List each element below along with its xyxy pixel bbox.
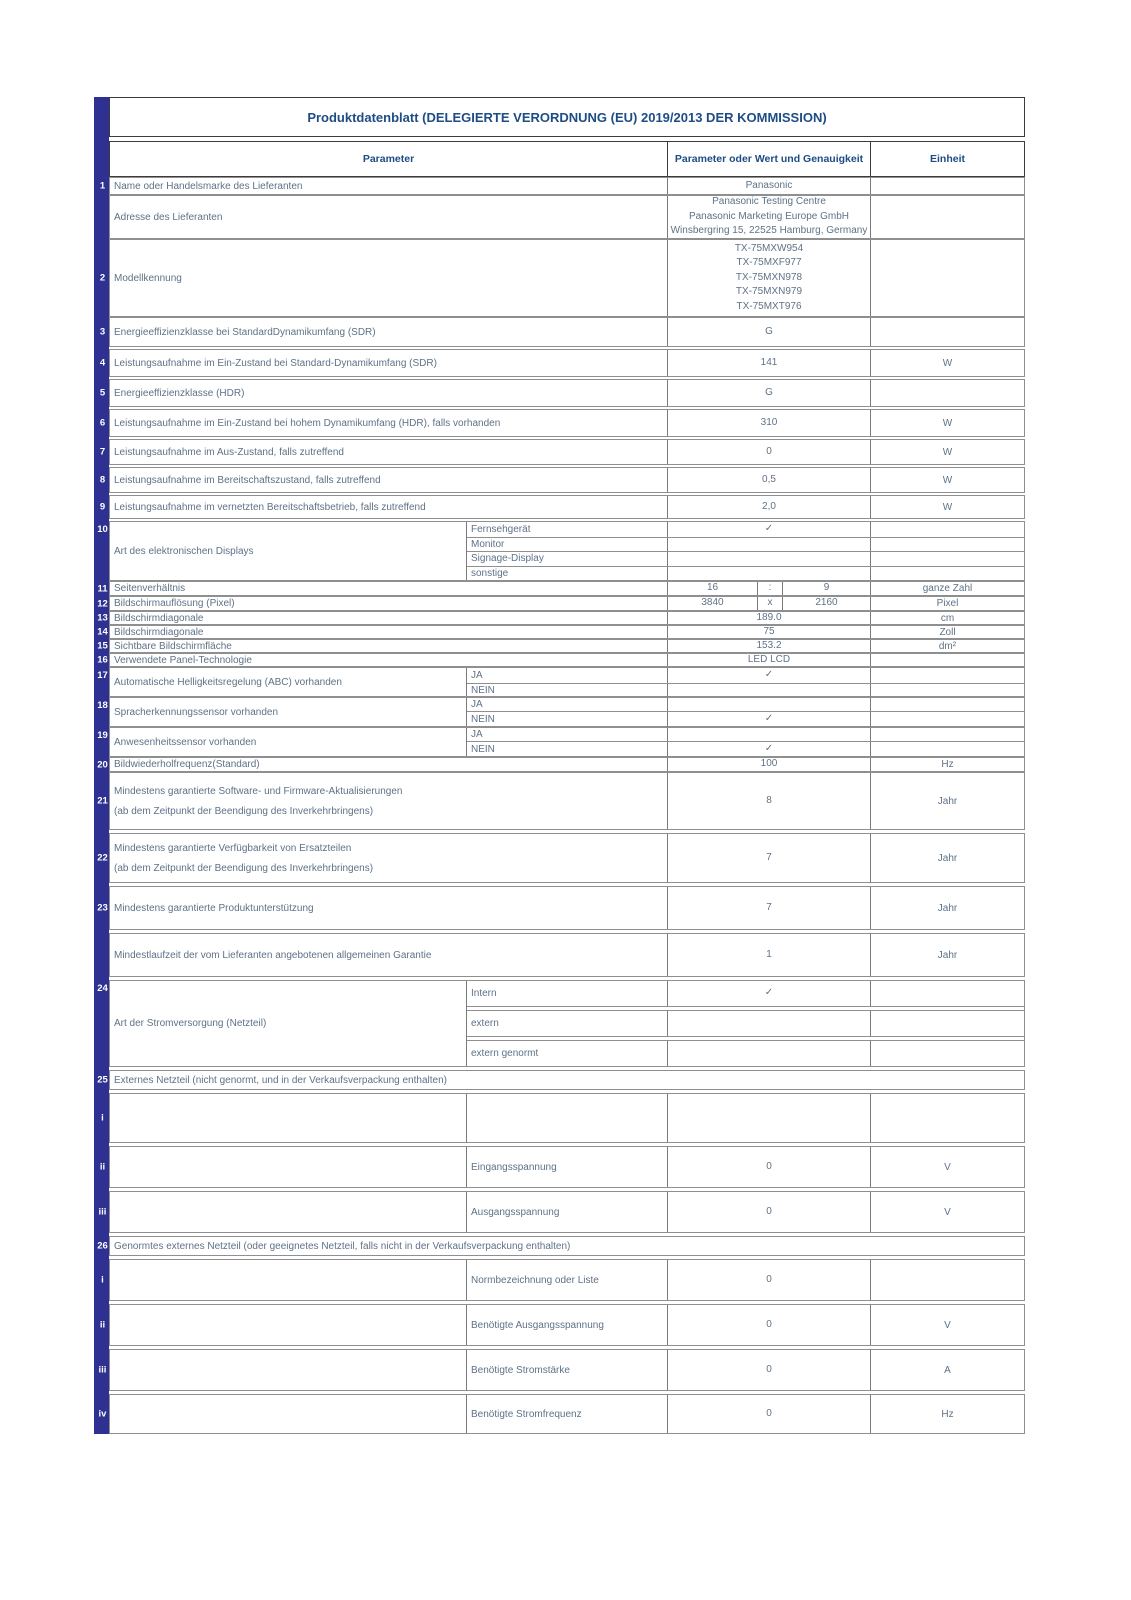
row-number: 6 bbox=[99, 417, 106, 429]
row-value bbox=[668, 1094, 871, 1142]
row-number: i bbox=[101, 1112, 104, 1124]
sub-label: NEIN bbox=[467, 684, 668, 697]
table-row-warranty bbox=[109, 933, 1025, 977]
row-unit bbox=[871, 1094, 1024, 1142]
sub-rows bbox=[467, 522, 1024, 580]
checkmark-cell bbox=[668, 684, 871, 697]
table-row-supplier-name bbox=[99, 177, 1025, 195]
row-number: 19 bbox=[97, 730, 108, 741]
row-unit: cm bbox=[940, 612, 955, 624]
row-value: G bbox=[668, 318, 871, 346]
sub-row bbox=[467, 981, 1024, 1007]
section-label: Genormtes externes Netzteil (oder geeignetes Netzteil, falls nicht in der Verkaufsverpackung enthalten) bbox=[114, 1240, 571, 1252]
sub-row bbox=[467, 668, 1024, 684]
table-row bbox=[97, 757, 1025, 772]
row-unit: Jahr bbox=[937, 852, 958, 864]
row-label: Bildschirmauflösung (Pixel) bbox=[110, 597, 668, 610]
table-row bbox=[99, 439, 1025, 465]
sub-rows bbox=[467, 668, 1024, 696]
sub-unit bbox=[871, 712, 1024, 727]
sub-rows bbox=[467, 698, 1024, 726]
table-header-row bbox=[109, 141, 1025, 177]
sub-row bbox=[467, 552, 1024, 567]
address-line: Panasonic Marketing Europe GmbH bbox=[688, 210, 850, 222]
row-number: 14 bbox=[97, 626, 108, 638]
row-unit: W bbox=[942, 501, 953, 513]
row-unit: V bbox=[944, 1206, 951, 1218]
checkmark-cell: ✓ bbox=[668, 712, 871, 727]
table-row bbox=[101, 1093, 1025, 1143]
sub-row bbox=[467, 684, 1024, 697]
row-label: Name oder Handelsmarke des Lieferanten bbox=[110, 178, 668, 194]
group-label: Art der Stromversorgung (Netzteil) bbox=[110, 981, 467, 1066]
table-row-aspect-ratio bbox=[97, 581, 1025, 596]
sub-unit bbox=[871, 1011, 1024, 1036]
checkmark-cell bbox=[668, 1041, 871, 1066]
sub-label: NEIN bbox=[467, 712, 668, 727]
table-row bbox=[99, 1304, 1025, 1346]
model-line: TX-75MXW954 bbox=[734, 242, 804, 254]
table-row bbox=[97, 625, 1025, 639]
row-number: 9 bbox=[99, 501, 106, 513]
sub-unit bbox=[871, 684, 1024, 697]
sub-unit bbox=[871, 552, 1024, 566]
model-line: TX-75MXF977 bbox=[736, 257, 802, 269]
group-label: Spracherkennungssensor vorhanden bbox=[110, 698, 467, 726]
label-line: (ab dem Zeitpunkt der Beendigung des Inverkehrbringens) bbox=[114, 862, 374, 874]
column-header-unit: Einheit bbox=[929, 153, 965, 165]
row-label: Energieeffizienzklasse bei StandardDynamikumfang (SDR) bbox=[110, 318, 668, 346]
sub-label bbox=[467, 1094, 668, 1142]
row-number: 5 bbox=[99, 387, 106, 399]
checkmark-cell: ✓ bbox=[668, 668, 871, 683]
table-row-model-identifiers bbox=[99, 239, 1025, 317]
sub-rows bbox=[467, 981, 1024, 1066]
sub-unit bbox=[871, 728, 1024, 741]
row-number: 3 bbox=[99, 326, 106, 338]
row-number: 13 bbox=[97, 612, 108, 624]
row-unit: Zoll bbox=[939, 626, 956, 638]
row-unit bbox=[871, 380, 1024, 406]
table-row bbox=[101, 1259, 1025, 1301]
row-label: Verwendete Panel-Technologie bbox=[110, 654, 668, 666]
checkmark-cell: ✓ bbox=[668, 522, 871, 537]
table-row-abc-sensor bbox=[97, 667, 1025, 697]
row-unit: W bbox=[942, 357, 953, 369]
table-row bbox=[99, 1146, 1025, 1188]
row-value: 100 bbox=[668, 758, 871, 771]
sub-label: JA bbox=[467, 698, 668, 711]
checkmark-cell bbox=[668, 698, 871, 711]
row-number: 16 bbox=[97, 654, 108, 666]
sub-label: Normbezeichnung oder Liste bbox=[467, 1260, 668, 1300]
row-number: 1 bbox=[99, 180, 106, 192]
table-row bbox=[97, 639, 1025, 653]
table-row bbox=[99, 379, 1025, 407]
row-label bbox=[110, 773, 668, 829]
row-unit: W bbox=[942, 474, 953, 486]
sub-row bbox=[467, 567, 1024, 581]
label-line: Mindestens garantierte Software- und Firmware-Aktualisierungen bbox=[114, 785, 403, 797]
sub-unit bbox=[871, 567, 1024, 581]
row-label: Leistungsaufnahme im Bereitschaftszustand, falls zutreffend bbox=[110, 468, 668, 492]
sub-row bbox=[467, 1010, 1024, 1037]
row-label: Leistungsaufnahme im Ein-Zustand bei hohem Dynamikumfang (HDR), falls vorhanden bbox=[110, 410, 668, 436]
sub-label: sonstige bbox=[467, 567, 668, 581]
row-value bbox=[668, 597, 871, 610]
page-title: Produktdatenblatt (DELEGIERTE VERORDNUNG (EU) 2019/2013 DER KOMMISSION) bbox=[109, 97, 1025, 137]
sub-label: Signage-Display bbox=[467, 552, 668, 566]
row-label: Bildwiederholfrequenz(Standard) bbox=[110, 758, 668, 771]
empty-cell bbox=[110, 1305, 467, 1345]
table-row-display-type bbox=[97, 521, 1025, 581]
row-value: 0 bbox=[668, 1395, 871, 1433]
row-value: 141 bbox=[668, 350, 871, 376]
datasheet-table bbox=[97, 97, 1025, 1434]
row-unit: Jahr bbox=[937, 795, 958, 807]
row-number: 10 bbox=[97, 524, 108, 535]
row-number: iii bbox=[98, 1206, 107, 1218]
row-number: 26 bbox=[97, 1240, 108, 1252]
row-label: Mindestlaufzeit der vom Lieferanten angebotenen allgemeinen Garantie bbox=[110, 934, 668, 976]
table-row bbox=[99, 317, 1025, 347]
row-label: Leistungsaufnahme im Ein-Zustand bei Standard-Dynamikumfang (SDR) bbox=[110, 350, 668, 376]
sub-label: extern bbox=[467, 1011, 668, 1036]
row-number: iv bbox=[98, 1408, 107, 1420]
row-number: i bbox=[101, 1274, 104, 1286]
row-unit bbox=[871, 240, 1024, 316]
row-unit: ganze Zahl bbox=[922, 583, 973, 594]
sub-unit bbox=[871, 538, 1024, 552]
sub-unit bbox=[871, 698, 1024, 711]
checkmark-cell bbox=[668, 538, 871, 552]
row-number: 22 bbox=[97, 852, 108, 864]
label-line: Mindestens garantierte Verfügbarkeit von Ersatzteilen bbox=[114, 842, 352, 854]
row-number: 20 bbox=[97, 758, 108, 770]
value-part: 3840 bbox=[668, 597, 758, 610]
row-number: ii bbox=[99, 1161, 106, 1173]
table-row bbox=[97, 886, 1025, 930]
row-number: 4 bbox=[99, 357, 106, 369]
checkmark-cell: ✓ bbox=[668, 742, 871, 757]
table-row bbox=[97, 833, 1025, 883]
address-line: Panasonic Testing Centre bbox=[712, 196, 826, 208]
model-line: TX-75MXT976 bbox=[736, 300, 802, 312]
empty-cell bbox=[110, 1350, 467, 1390]
row-number: iii bbox=[98, 1364, 107, 1376]
sub-label: Ausgangsspannung bbox=[467, 1192, 668, 1232]
row-number: 7 bbox=[99, 446, 106, 458]
value-part: 9 bbox=[823, 582, 830, 594]
row-label: Energieeffizienzklasse (HDR) bbox=[110, 380, 668, 406]
row-label: Adresse des Lieferanten bbox=[110, 196, 668, 238]
row-label: Modellkennung bbox=[110, 240, 668, 316]
table-row bbox=[97, 653, 1025, 667]
value-separator: : bbox=[758, 582, 783, 595]
row-value: 0 bbox=[668, 440, 871, 464]
group-label: Anwesenheitssensor vorhanden bbox=[110, 728, 467, 756]
row-unit bbox=[871, 1260, 1024, 1300]
address-line: Winsbergring 15, 22525 Hamburg, Germany bbox=[670, 225, 868, 237]
row-unit: Hz bbox=[941, 759, 954, 770]
row-value: 8 bbox=[668, 773, 871, 829]
row-label bbox=[110, 834, 668, 882]
table-row-supplier-address bbox=[109, 195, 1025, 239]
row-number: 18 bbox=[97, 700, 108, 711]
row-value: 1 bbox=[668, 934, 871, 976]
row-number: 23 bbox=[97, 902, 108, 914]
row-label: Mindestens garantierte Produktunterstützung bbox=[110, 887, 668, 929]
row-unit: Jahr bbox=[937, 902, 958, 914]
row-value: 2,0 bbox=[668, 496, 871, 518]
empty-cell bbox=[110, 1094, 467, 1142]
sub-label: extern genormt bbox=[467, 1041, 668, 1066]
row-unit: dm² bbox=[938, 640, 957, 652]
row-number: 17 bbox=[97, 670, 108, 681]
row-value bbox=[668, 240, 871, 316]
checkmark-cell bbox=[668, 552, 871, 566]
table-row-presence-sensor bbox=[97, 727, 1025, 757]
empty-cell bbox=[110, 1260, 467, 1300]
table-row bbox=[98, 1191, 1025, 1233]
section-label: Externes Netzteil (nicht genormt, und in der Verkaufsverpackung enthalten) bbox=[114, 1074, 447, 1086]
sub-rows bbox=[467, 728, 1024, 756]
sub-label: JA bbox=[467, 728, 668, 741]
column-header-parameter: Parameter bbox=[110, 142, 668, 176]
row-value: G bbox=[668, 380, 871, 406]
row-label: Seitenverhältnis bbox=[110, 582, 668, 595]
empty-cell bbox=[110, 1147, 467, 1187]
row-number: 2 bbox=[99, 272, 106, 284]
row-value bbox=[668, 196, 871, 238]
checkmark-cell bbox=[668, 728, 871, 741]
empty-cell bbox=[110, 1192, 467, 1232]
row-value: 7 bbox=[668, 887, 871, 929]
row-number: 12 bbox=[97, 597, 108, 609]
sub-label: Benötigte Stromstärke bbox=[467, 1350, 668, 1390]
checkmark-cell bbox=[668, 567, 871, 581]
table-row bbox=[97, 772, 1025, 830]
row-value: 75 bbox=[668, 626, 871, 638]
row-unit: V bbox=[944, 1161, 951, 1173]
row-number: 8 bbox=[99, 474, 106, 486]
sub-label: Benötigte Stromfrequenz bbox=[467, 1395, 668, 1433]
table-row bbox=[98, 1394, 1025, 1434]
checkmark-cell bbox=[668, 1011, 871, 1036]
row-label: Leistungsaufnahme im vernetzten Bereitschaftsbetrieb, falls zutreffend bbox=[110, 496, 668, 518]
row-number: 25 bbox=[97, 1074, 108, 1086]
value-part: 2160 bbox=[815, 597, 838, 609]
column-header-value: Parameter oder Wert und Genauigkeit bbox=[668, 142, 871, 176]
sub-label: Fernsehgerät bbox=[467, 522, 668, 537]
row-value bbox=[668, 582, 871, 595]
row-value: 0,5 bbox=[668, 468, 871, 492]
row-value: 0 bbox=[668, 1192, 871, 1232]
table-row bbox=[97, 611, 1025, 625]
sub-unit bbox=[871, 742, 1024, 757]
table-row-voice-sensor bbox=[97, 697, 1025, 727]
row-unit: W bbox=[942, 417, 953, 429]
sub-row bbox=[467, 742, 1024, 757]
sub-unit bbox=[871, 1041, 1024, 1066]
table-row-section-26 bbox=[97, 1236, 1025, 1256]
empty-cell bbox=[110, 1395, 467, 1433]
row-number: 24 bbox=[97, 983, 108, 994]
table-row bbox=[99, 409, 1025, 437]
row-unit: Pixel bbox=[936, 598, 959, 609]
row-unit bbox=[871, 654, 1024, 666]
row-unit: A bbox=[944, 1364, 951, 1376]
sub-row bbox=[467, 538, 1024, 553]
row-label: Sichtbare Bildschirmfläche bbox=[110, 640, 668, 652]
row-unit: V bbox=[944, 1319, 951, 1331]
row-value: 310 bbox=[668, 410, 871, 436]
sub-unit bbox=[871, 668, 1024, 683]
row-unit: W bbox=[942, 446, 953, 458]
row-unit bbox=[871, 318, 1024, 346]
sub-row bbox=[467, 698, 1024, 712]
row-label: Leistungsaufnahme im Aus-Zustand, falls zutreffend bbox=[110, 440, 668, 464]
sub-label: Monitor bbox=[467, 538, 668, 552]
row-value: Panasonic bbox=[668, 178, 871, 194]
group-label: Art des elektronischen Displays bbox=[110, 522, 467, 580]
model-line: TX-75MXN979 bbox=[735, 286, 803, 298]
model-line: TX-75MXN978 bbox=[735, 271, 803, 283]
sub-label: Intern bbox=[467, 981, 668, 1006]
row-value: 0 bbox=[668, 1350, 871, 1390]
table-row-section-25 bbox=[97, 1070, 1025, 1090]
value-part: 16 bbox=[668, 582, 758, 595]
row-number: 15 bbox=[97, 640, 108, 652]
table-row-resolution bbox=[97, 596, 1025, 611]
sub-label: Benötigte Ausgangsspannung bbox=[467, 1305, 668, 1345]
row-value: 7 bbox=[668, 834, 871, 882]
sub-unit bbox=[871, 981, 1024, 1006]
row-number: 11 bbox=[97, 582, 108, 594]
sub-row bbox=[467, 522, 1024, 538]
group-label: Automatische Helligkeitsregelung (ABC) vorhanden bbox=[110, 668, 467, 696]
table-row-power-supply-type bbox=[97, 980, 1025, 1067]
checkmark-cell: ✓ bbox=[668, 981, 871, 1006]
table-row bbox=[98, 1349, 1025, 1391]
row-value: 0 bbox=[668, 1305, 871, 1345]
row-value: LED LCD bbox=[668, 654, 871, 666]
row-value: 0 bbox=[668, 1260, 871, 1300]
row-label: Bildschirmdiagonale bbox=[110, 612, 668, 624]
row-number: 21 bbox=[97, 795, 108, 807]
value-separator: x bbox=[758, 597, 783, 610]
sub-row bbox=[467, 728, 1024, 742]
row-value: 0 bbox=[668, 1147, 871, 1187]
row-unit bbox=[871, 178, 1024, 194]
row-label: Bildschirmdiagonale bbox=[110, 626, 668, 638]
row-unit: Jahr bbox=[937, 949, 958, 961]
sub-label: Eingangsspannung bbox=[467, 1147, 668, 1187]
sub-unit bbox=[871, 522, 1024, 537]
row-number: ii bbox=[99, 1319, 106, 1331]
sub-row bbox=[467, 1040, 1024, 1066]
row-value: 189.0 bbox=[668, 612, 871, 624]
table-row bbox=[99, 495, 1025, 519]
table-row bbox=[99, 349, 1025, 377]
row-unit: Hz bbox=[941, 1408, 954, 1420]
sub-label: NEIN bbox=[467, 742, 668, 757]
sub-label: JA bbox=[467, 668, 668, 683]
label-line: (ab dem Zeitpunkt der Beendigung des Inverkehrbringens) bbox=[114, 805, 374, 817]
table-row bbox=[99, 467, 1025, 493]
row-unit bbox=[871, 196, 1024, 238]
row-value: 153.2 bbox=[668, 640, 871, 652]
sub-row bbox=[467, 712, 1024, 727]
